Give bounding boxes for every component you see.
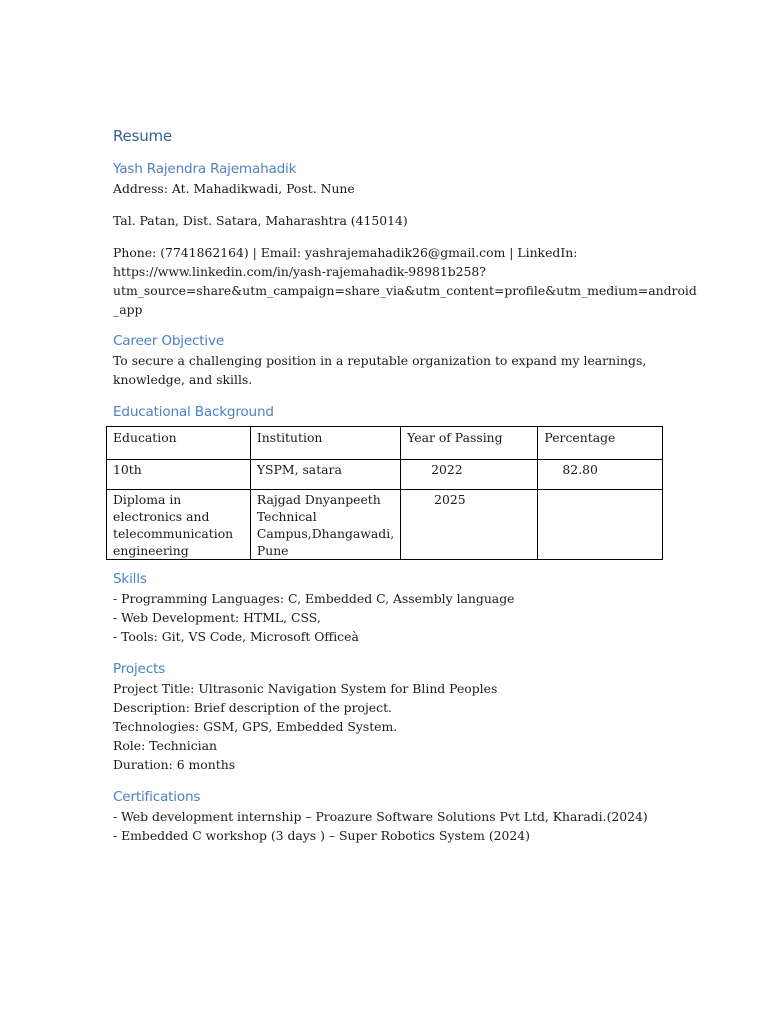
table-row — [107, 460, 663, 490]
table-cell-percentage — [538, 490, 663, 560]
table-cell-year: 2022 — [401, 460, 538, 490]
certifications-heading: Certifications — [113, 789, 201, 805]
table-header-cell: Year of Passing — [401, 427, 538, 460]
project-role: Role: Technician — [113, 738, 217, 753]
cell-line: engineering — [113, 543, 189, 558]
table-header-cell: Institution — [250, 427, 400, 460]
career-objective-heading: Career Objective — [113, 333, 225, 349]
cell-line: Campus,Dhangawadi, — [256, 526, 395, 541]
career-objective-line-2: knowledge, and skills. — [113, 372, 253, 387]
table-cell-institution — [250, 490, 400, 560]
skill-item: - Tools: Git, VS Code, Microsoft Officeà — [113, 629, 359, 644]
contact-linkedin-url-end: _app — [113, 302, 143, 317]
skill-item: - Programming Languages: C, Embedded C, Assembly language — [113, 591, 515, 606]
skills-heading: Skills — [113, 571, 147, 587]
career-objective-line-1: To secure a challenging position in a reputable organization to expand my learnings, — [113, 353, 647, 368]
table-cell-education — [107, 490, 251, 560]
address-line-2: Tal. Patan, Dist. Satara, Maharashtra (415014) — [113, 213, 408, 228]
table-header-cell: Percentage — [538, 427, 663, 460]
certification-item: - Embedded C workshop (3 days ) – Super Robotics System (2024) — [113, 828, 531, 843]
cell-line: Technical — [256, 509, 317, 524]
skill-item: - Web Development: HTML, CSS, — [113, 610, 321, 625]
document-title: Resume — [113, 127, 172, 145]
table-cell-year: 2025 — [401, 490, 538, 560]
table-cell-percentage: 82.80 — [538, 460, 663, 490]
certification-item: - Web development internship – Proazure Software Solutions Pvt Ltd, Kharadi.(2024) — [113, 809, 648, 824]
project-duration: Duration: 6 months — [113, 757, 236, 772]
table-row — [107, 490, 663, 560]
cell-line: Pune — [256, 543, 289, 558]
table-header-row — [107, 427, 663, 460]
cell-line: Rajgad Dnyanpeeth — [256, 492, 381, 507]
table-cell-education: 10th — [107, 460, 251, 490]
contact-phone-email: Phone: (7741862164) | Email: yashrajemahadik26@gmail.com | LinkedIn: — [113, 245, 578, 260]
candidate-name: Yash Rajendra Rajemahadik — [113, 161, 297, 177]
project-technologies: Technologies: GSM, GPS, Embedded System. — [113, 719, 398, 734]
projects-heading: Projects — [113, 661, 165, 677]
resume-document — [113, 125, 697, 845]
cell-line: telecommunication — [113, 526, 234, 541]
table-header-cell: Education — [107, 427, 251, 460]
project-description: Description: Brief description of the project. — [113, 700, 392, 715]
cell-line: electronics and — [113, 509, 210, 524]
contact-linkedin-url: https://www.linkedin.com/in/yash-rajemahadik-98981b258? — [113, 264, 486, 279]
education-heading: Educational Background — [113, 404, 274, 420]
table-cell-institution: YSPM, satara — [250, 460, 400, 490]
education-table — [106, 426, 663, 560]
cell-line: Diploma in — [113, 492, 182, 507]
project-title: Project Title: Ultrasonic Navigation System for Blind Peoples — [113, 681, 498, 696]
address-line-1: Address: At. Mahadikwadi, Post. Nune — [113, 181, 355, 196]
contact-block — [113, 243, 697, 319]
contact-linkedin-url-cont: utm_source=share&utm_campaign=share_via&utm_content=profile&utm_medium=android — [113, 283, 697, 298]
